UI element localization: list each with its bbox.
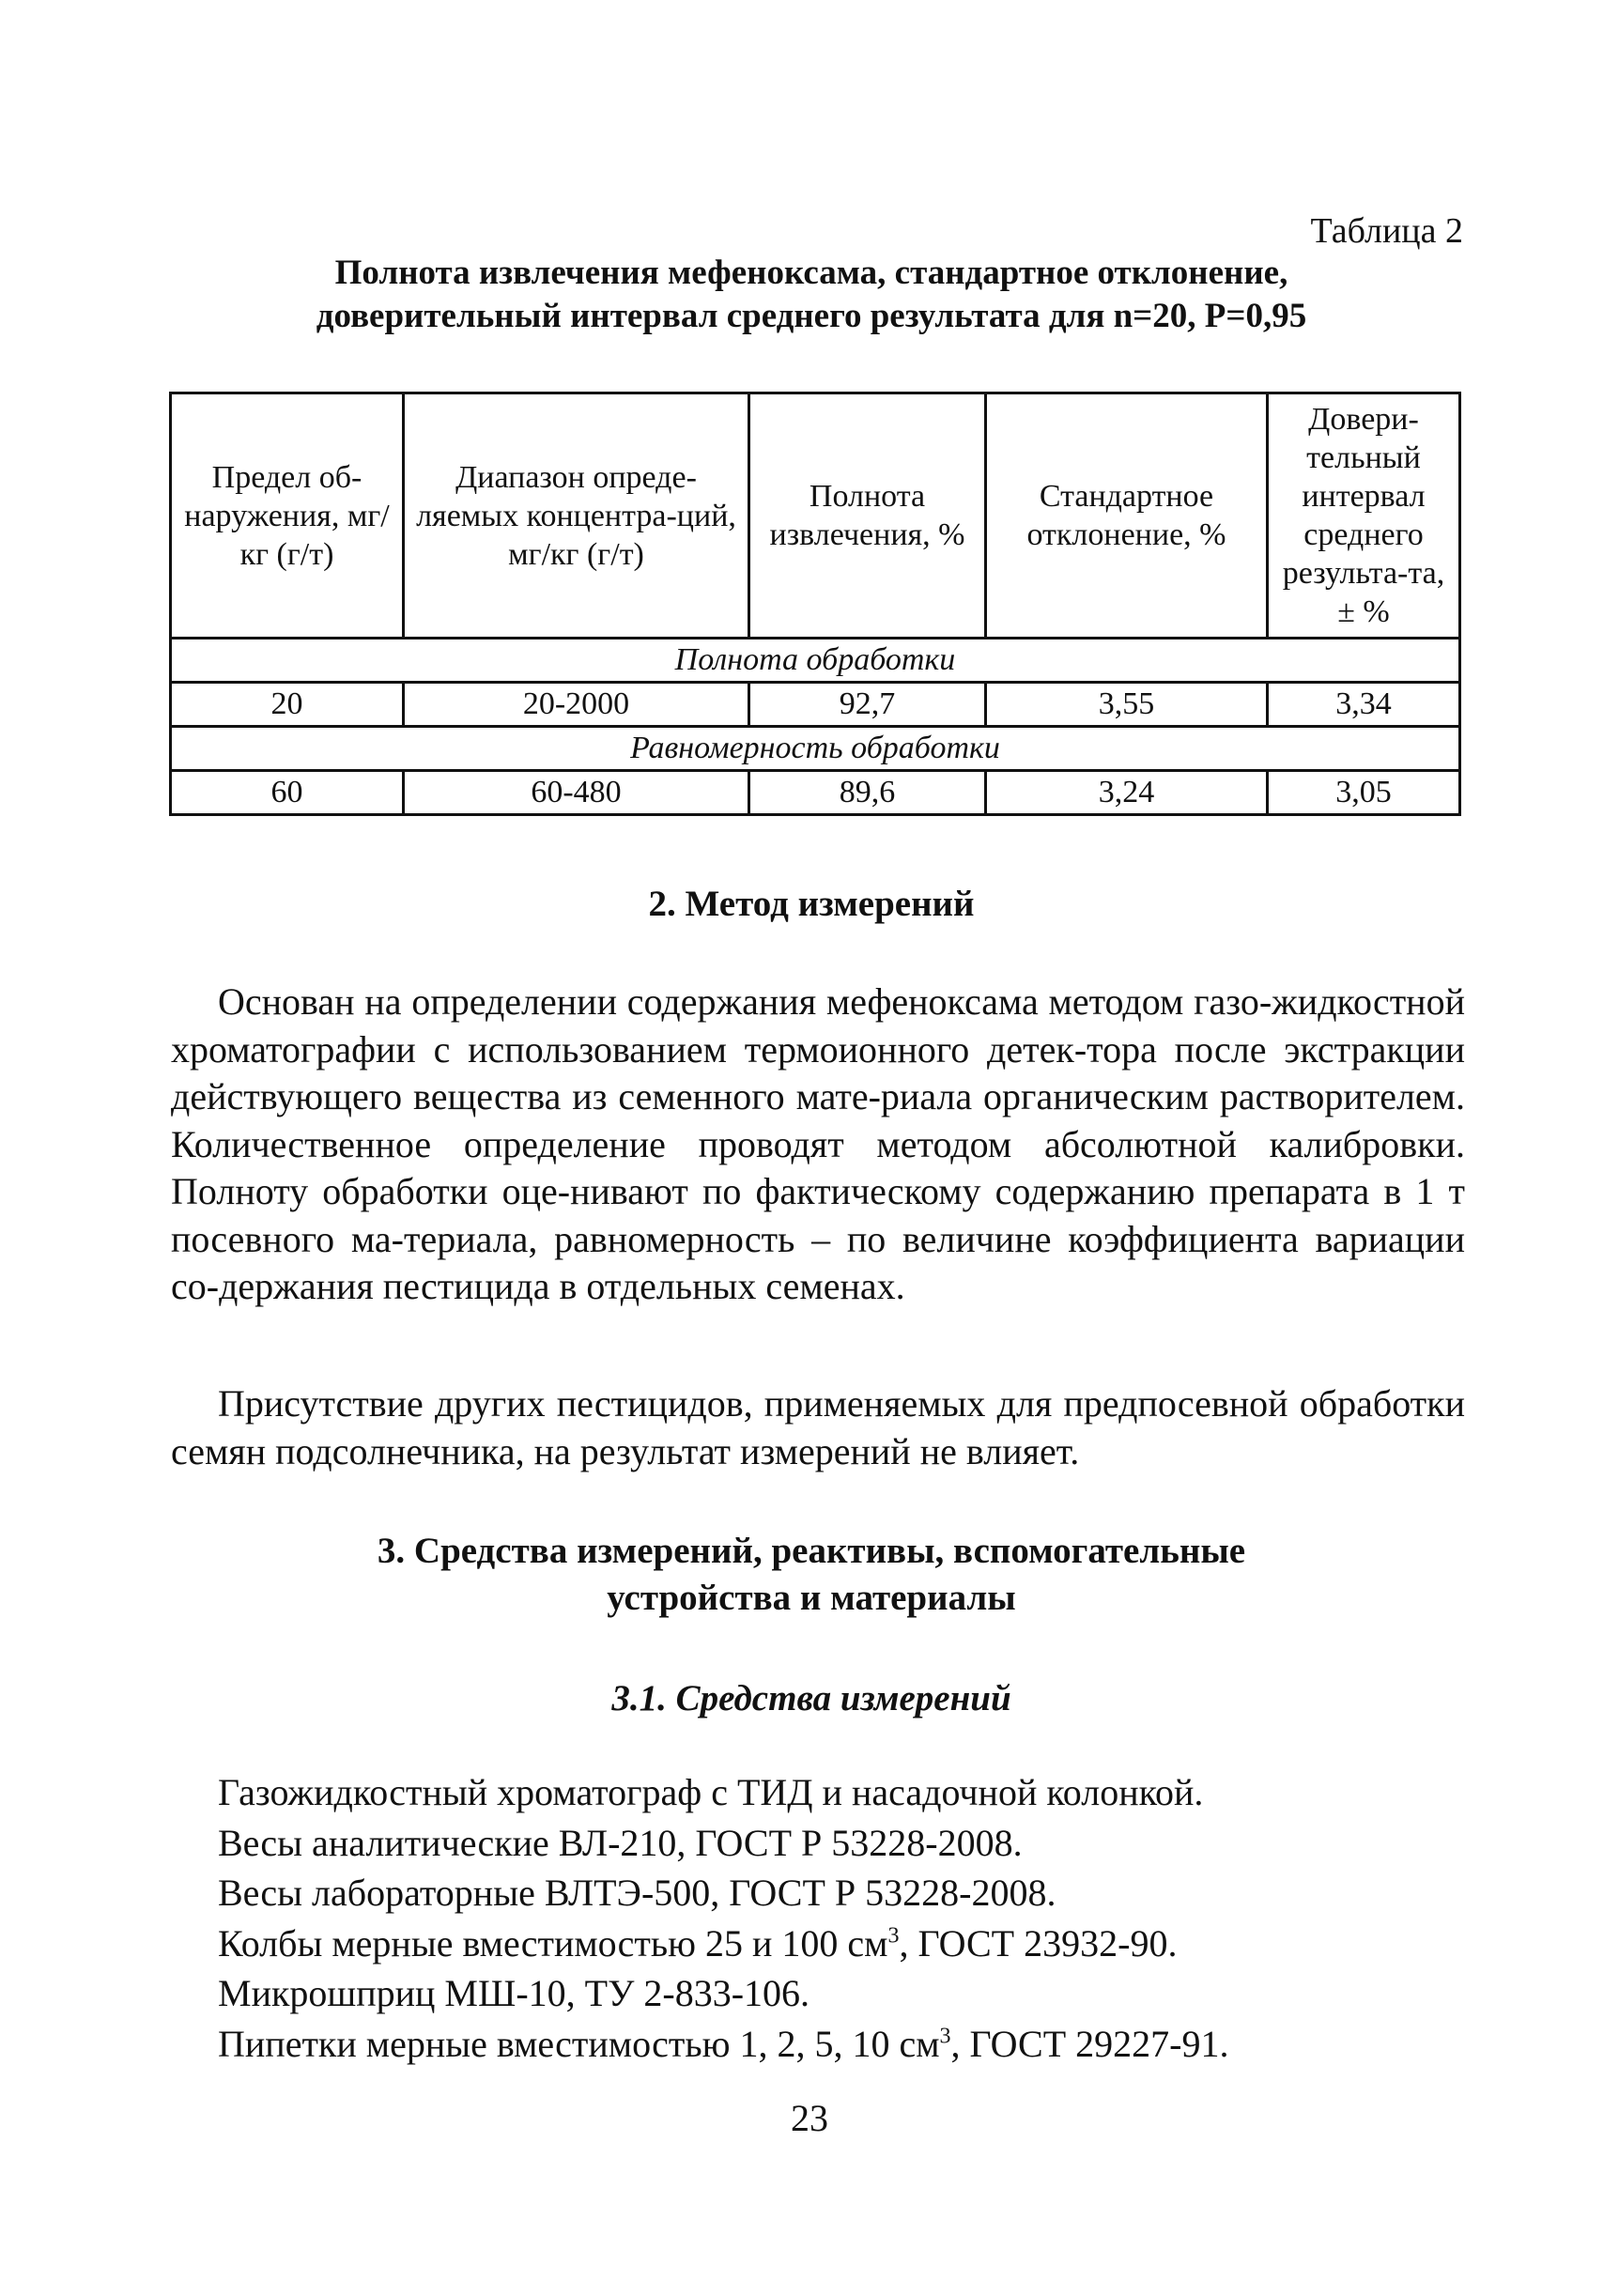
cell-concentration-range: 20-2000 xyxy=(404,683,749,727)
cell-concentration-range: 60-480 xyxy=(404,771,749,815)
list-item: Газожидкостный хроматограф с ТИД и насадочной колонкой. xyxy=(218,1771,1204,1813)
cell-recovery: 92,7 xyxy=(749,683,986,727)
list-item-text: Пипетки мерные вместимостью 1, 2, 5, 10 см xyxy=(218,2022,940,2065)
method-paragraph-2: Присутствие других пестицидов, применяемых для предпосевной обработки семян подсолнечника, на результат измерений не влияет. xyxy=(171,1382,1465,1472)
table-row xyxy=(171,683,1460,727)
section-label-uniformity: Равномерность обработки xyxy=(171,727,1460,771)
section-label-completeness: Полнота обработки xyxy=(171,639,1460,683)
table-title xyxy=(160,252,1463,338)
list-item: Весы аналитические ВЛ-210, ГОСТ Р 53228-2008. xyxy=(218,1821,1023,1864)
list-item: Весы лабораторные ВЛТЭ-500, ГОСТ Р 53228-2008. xyxy=(218,1872,1056,1914)
cell-detection-limit: 60 xyxy=(171,771,404,815)
list-item-text: , ГОСТ 29227-91. xyxy=(950,2022,1229,2065)
cell-recovery: 89,6 xyxy=(749,771,986,815)
list-item-text: , ГОСТ 23932-90. xyxy=(899,1921,1178,1965)
table-section-row xyxy=(171,727,1460,771)
header-concentration-range: Диапазон опреде-ляемых концентра-ций, мг/кг (г/т) xyxy=(404,393,749,639)
section-heading-instruments xyxy=(160,1528,1463,1622)
list-item: Микрошприц МШ-10, ТУ 2-833-106. xyxy=(218,1972,810,2014)
table-title-line-2: доверительный интервал среднего результата для n=20, P=0,95 xyxy=(316,297,1307,335)
section-heading-instruments-line-1: 3. Средства измерений, реактивы, вспомогательные xyxy=(377,1531,1246,1571)
table-caption: Таблица 2 xyxy=(1310,211,1463,251)
list-item-text: Колбы мерные вместимостью 25 и 100 см xyxy=(218,1921,888,1965)
header-standard-deviation: Стандартное отклонение, % xyxy=(986,393,1268,639)
table-section-row xyxy=(171,639,1460,683)
cell-confidence-interval: 3,05 xyxy=(1268,771,1460,815)
table-header-row xyxy=(171,393,1460,639)
cell-standard-deviation: 3,55 xyxy=(986,683,1268,727)
superscript: 3 xyxy=(939,2024,951,2049)
cell-detection-limit: 20 xyxy=(171,683,404,727)
table-row xyxy=(171,771,1460,815)
header-detection-limit: Предел об-наружения, мг/кг (г/т) xyxy=(171,393,404,639)
table-title-line-1: Полнота извлечения мефеноксама, стандартное отклонение, xyxy=(334,254,1288,292)
subsection-heading-measuring-instruments: 3.1. Средства измерений xyxy=(611,1678,1011,1718)
superscript: 3 xyxy=(887,1923,900,1949)
header-recovery: Полнота извлечения, % xyxy=(749,393,986,639)
list-item xyxy=(218,1918,1228,1969)
section-heading-method: 2. Метод измерений xyxy=(648,884,975,924)
instruments-list xyxy=(218,1767,1228,2069)
method-paragraph-1: Основан на определении содержания мефеноксама методом газо-жидкостной хроматографии с использованием термоионного детек-тора после экстракции действующего вещества из семенного мате-риала органическим растворителем. Количественное определение проводят методом абсолютной калибровки. Полноту обработки оце-нивают по фактическому содержанию препарата в 1 т посевного ма-териала, равномерность – по величине коэффициента вариации со-держания пестицида в отдельных семенах. xyxy=(171,980,1465,1307)
results-table xyxy=(169,392,1461,816)
page-number: 23 xyxy=(791,2097,828,2139)
list-item xyxy=(218,2019,1228,2070)
cell-standard-deviation: 3,24 xyxy=(986,771,1268,815)
section-heading-instruments-line-2: устройства и материалы xyxy=(607,1578,1016,1618)
header-confidence-interval: Довери-тельный интервал среднего результа-та, ± % xyxy=(1268,393,1460,639)
cell-confidence-interval: 3,34 xyxy=(1268,683,1460,727)
